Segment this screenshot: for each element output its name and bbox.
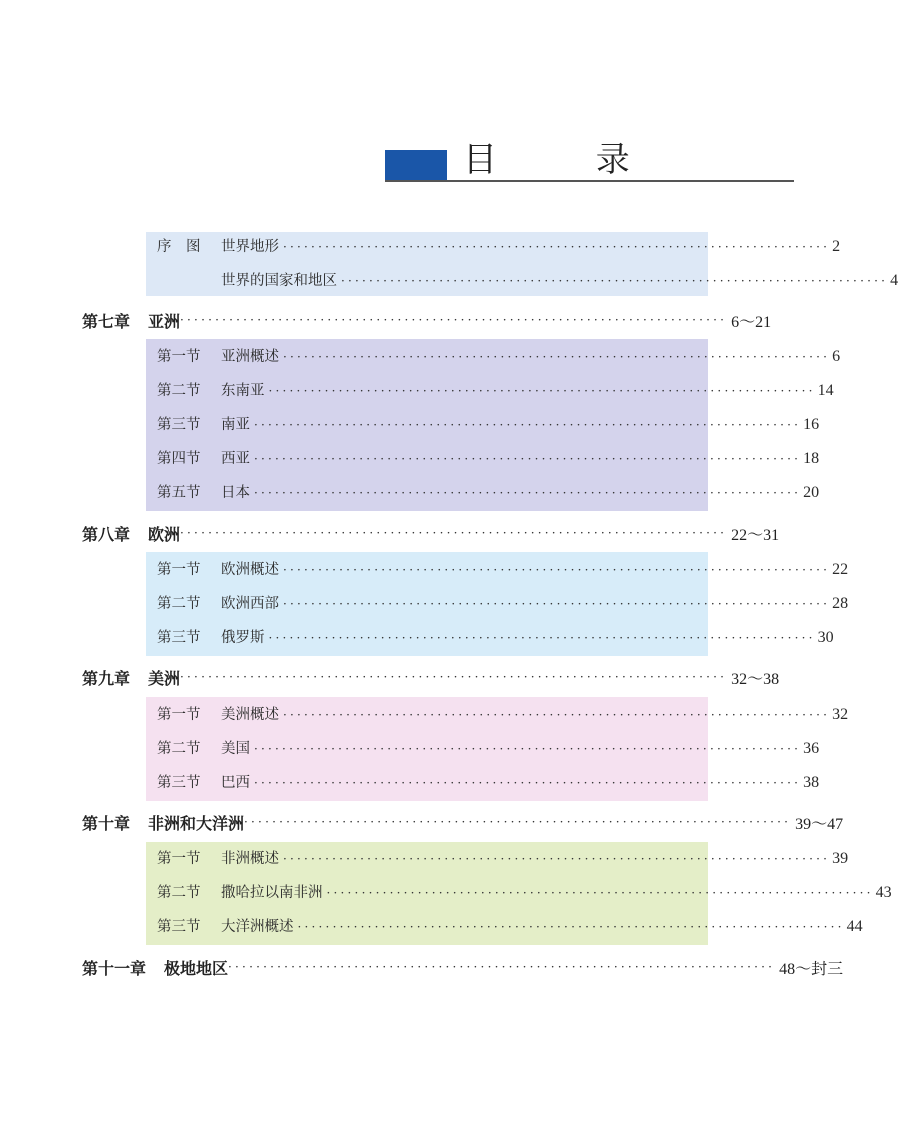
entry-label: 第一节 (157, 851, 201, 867)
dot-leader: ·············································································· (254, 742, 802, 756)
dot-leader: ·············································································· (341, 274, 889, 288)
entry-page: 28 (832, 595, 849, 612)
dot-leader: ·············································································· (268, 631, 816, 645)
chapter-page: 6～21 (731, 313, 772, 331)
entry-title: 欧洲概述 (221, 562, 279, 578)
entry-page: 30 (817, 629, 834, 646)
entry-title: 欧洲西部 (221, 596, 279, 612)
entry-label: 第二节 (157, 885, 201, 901)
header-rule (385, 180, 794, 182)
entry-label: 第三节 (157, 775, 201, 791)
entry-page: 43 (875, 884, 892, 901)
entry-page: 2 (832, 238, 841, 255)
entry-page: 22 (832, 561, 849, 578)
dot-leader: ·············································································· (180, 526, 728, 540)
toc-entry[interactable] (146, 587, 849, 621)
chapter-label: 第九章 (82, 668, 131, 688)
entry-title: 俄罗斯 (221, 630, 265, 646)
dot-leader: ·············································································· (254, 452, 802, 466)
toc-header (385, 138, 794, 183)
dot-leader: ·············································································· (254, 486, 802, 500)
entry-label: 第二节 (157, 741, 201, 757)
chapter-page: 32～38 (731, 670, 780, 688)
entry-label: 第一节 (157, 562, 201, 578)
chapter-label: 第八章 (82, 524, 131, 544)
dot-leader: ·············································································· (283, 350, 831, 364)
dot-leader: ·············································································· (326, 886, 874, 900)
dot-leader: ·············································································· (283, 708, 831, 722)
toc-entry[interactable] (146, 732, 820, 766)
accent-block (385, 150, 447, 180)
entry-page: 16 (803, 416, 820, 433)
entry-title: 美国 (221, 741, 250, 757)
dot-leader: ·············································································· (297, 920, 845, 934)
toc-entry[interactable] (146, 876, 892, 910)
entry-title: 撒哈拉以南非洲 (221, 885, 323, 901)
entry-page: 20 (803, 484, 820, 501)
chapter-heading[interactable] (82, 515, 780, 551)
entry-title: 西亚 (221, 451, 250, 467)
chapter-sections-group (146, 697, 849, 801)
dot-leader: ·············································································· (180, 670, 728, 684)
chapter-title: 极地地区 (164, 958, 229, 978)
entry-page: 18 (803, 450, 820, 467)
dot-leader: ·············································································· (180, 313, 728, 327)
entry-title: 世界地形 (221, 239, 279, 255)
dot-leader: ·············································································· (283, 597, 831, 611)
dot-leader: ·············································································· (254, 418, 802, 432)
entry-label: 序 图 (157, 239, 201, 255)
entry-label: 第三节 (157, 630, 201, 646)
chapter-label: 第十章 (82, 813, 131, 833)
chapter-label: 第十一章 (82, 958, 147, 978)
toc-entry[interactable] (146, 621, 834, 655)
entry-label: 第三节 (157, 417, 201, 433)
dot-leader: ·············································································· (244, 815, 792, 829)
entry-page: 38 (803, 774, 820, 791)
entry-label: 第二节 (157, 596, 201, 612)
entry-title: 世界的国家和地区 (221, 273, 337, 289)
toc-entry[interactable] (146, 910, 863, 944)
chapter-sections-group (146, 339, 841, 511)
chapter-heading[interactable] (82, 302, 772, 338)
dot-leader: ·············································································· (268, 384, 816, 398)
entry-page: 32 (832, 706, 849, 723)
toc-entry[interactable] (146, 340, 841, 374)
entry-label: 第三节 (157, 919, 201, 935)
entry-page: 36 (803, 740, 820, 757)
entry-title: 亚洲概述 (221, 349, 279, 365)
entry-title: 巴西 (221, 775, 250, 791)
chapter-heading[interactable] (82, 949, 844, 985)
toc-entry[interactable] (146, 842, 849, 876)
chapter-label: 第七章 (82, 311, 131, 331)
entry-page: 6 (832, 348, 841, 365)
toc-entry[interactable] (146, 230, 841, 264)
entry-label: 第一节 (157, 707, 201, 723)
entry-label: 第五节 (157, 485, 201, 501)
entry-label: 第二节 (157, 383, 201, 399)
chapter-heading[interactable] (82, 659, 780, 695)
chapter-heading[interactable] (82, 804, 844, 840)
chapter-title: 亚洲 (148, 311, 181, 331)
entry-title: 南亚 (221, 417, 250, 433)
entry-title: 日本 (221, 485, 250, 501)
toc-entry[interactable] (146, 553, 849, 587)
dot-leader: ·············································································· (283, 240, 831, 254)
entry-page: 39 (832, 850, 849, 867)
dot-leader: ·············································································· (228, 960, 776, 974)
toc-entry[interactable] (146, 766, 820, 800)
entry-label: 第一节 (157, 349, 201, 365)
entry-title: 美洲概述 (221, 707, 279, 723)
toc-entry[interactable] (146, 442, 820, 476)
dot-leader: ·············································································· (254, 776, 802, 790)
toc-entry[interactable] (146, 698, 849, 732)
entry-title: 东南亚 (221, 383, 265, 399)
chapter-title: 欧洲 (148, 524, 181, 544)
toc-entry[interactable] (146, 476, 820, 510)
toc-entry[interactable] (146, 408, 820, 442)
entry-title: 大洋洲概述 (221, 919, 294, 935)
dot-leader: ·············································································· (283, 852, 831, 866)
entry-page: 14 (817, 382, 834, 399)
entry-page: 4 (890, 272, 898, 289)
dot-leader: ·············································································· (283, 563, 831, 577)
chapter-page: 48～封三 (779, 960, 844, 978)
entry-page: 44 (846, 918, 863, 935)
chapter-sections-group (146, 552, 849, 656)
chapter-title: 非洲和大洋洲 (148, 813, 245, 833)
chapter-page: 22～31 (731, 526, 780, 544)
chapter-page: 39～47 (795, 815, 844, 833)
chapter-sections-group (146, 842, 892, 945)
entry-label: 第四节 (157, 451, 201, 467)
page-title: 目 录 (463, 140, 674, 180)
entry-title: 非洲概述 (221, 851, 279, 867)
chapter-title: 美洲 (148, 668, 181, 688)
intro-group (146, 232, 898, 296)
toc-entry[interactable] (146, 264, 898, 298)
toc-entry[interactable] (146, 374, 834, 408)
